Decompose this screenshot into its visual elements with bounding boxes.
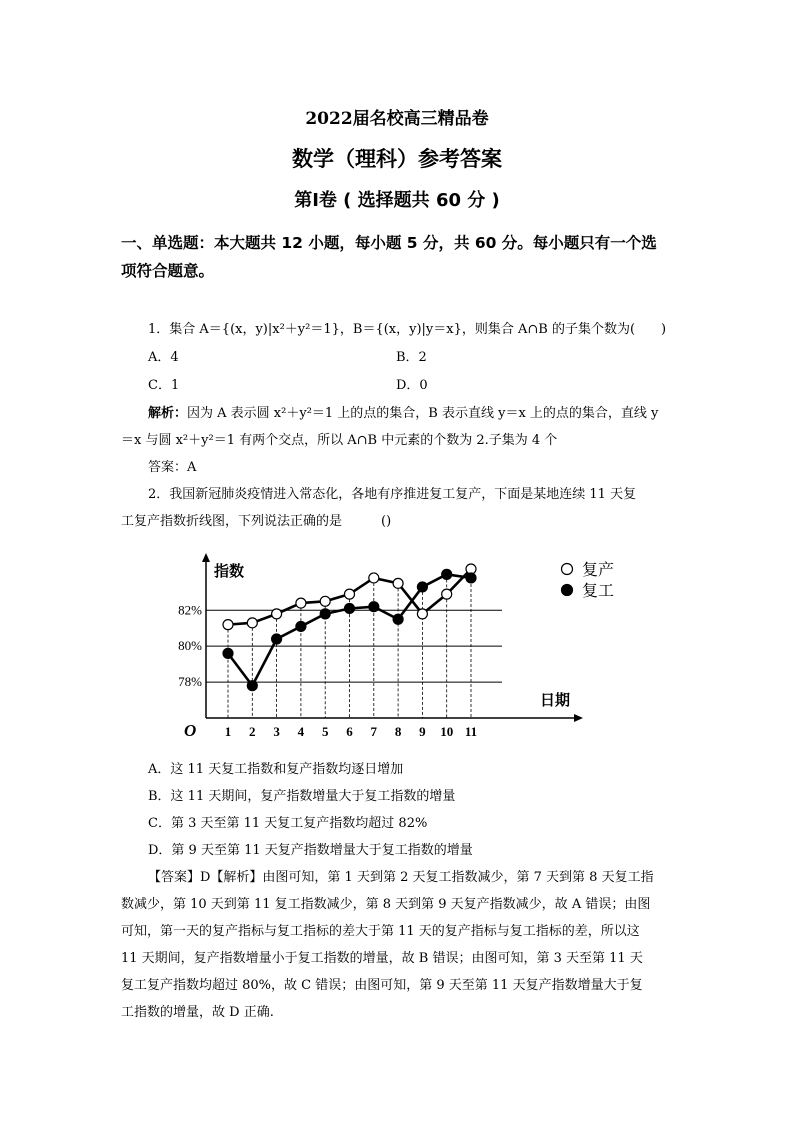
origin-label: O (184, 721, 197, 740)
fuchan-point-4 (296, 598, 306, 608)
x-tick-label-8: 8 (394, 724, 402, 739)
part-title: 第Ⅰ卷 ( 选择题共 60 分 ) (294, 190, 500, 211)
fugong-point-7 (369, 602, 379, 612)
fugong-point-2 (247, 681, 257, 691)
x-tick-label-6: 6 (346, 724, 353, 739)
x-tick-label-5: 5 (321, 724, 329, 739)
q2-explanation-line6: 工指数的增量，故 D 正确. (121, 1005, 274, 1020)
legend-label-fuchan: 复产 (582, 562, 615, 579)
q2-explanation-line3: 可知，第一天的复产指标与复工指标的差大于第 11 天的复产指标与复工指标的差，所以这 (121, 924, 640, 939)
x-tick-label-2: 2 (249, 724, 256, 739)
fuchan-point-10 (442, 589, 452, 599)
x-tick-label-9: 9 (419, 724, 426, 739)
section-heading-line1: 一、单选题：本大题共 12 小题，每小题 5 分，共 60 分。每小题只有一个选 (121, 234, 657, 252)
q2-stem-line2: 工复产指数折线图，下列说法正确的是 () (121, 514, 392, 529)
fuchan-point-8 (393, 578, 403, 588)
fugong-point-10 (442, 569, 452, 579)
fugong-point-6 (345, 603, 355, 613)
x-axis-label: 日期 (540, 693, 571, 709)
fugong-point-4 (296, 621, 306, 631)
q2-explanation-line1: 【答案】D【解析】由图可知，第 1 天到第 2 天复工指数减少，第 7 天到第 8 天复工指 (148, 870, 654, 885)
q2-stem-line1: 2．我国新冠肺炎疫情进入常态化，各地有序推进复工复产，下面是某地连续 11 天复 (148, 487, 637, 502)
fuchan-point-2 (247, 618, 257, 628)
q2-explanation-line5: 复工复产指数均超过 80%，故 C 错误；由图可知，第 9 天至第 11 天复产指数增量大于复 (121, 978, 643, 993)
fuchan-point-3 (272, 609, 282, 619)
q2-option-a: A．这 11 天复工指数和复产指数均逐日增加 (148, 762, 404, 777)
fugong-point-1 (223, 648, 233, 658)
x-tick-label-1: 1 (224, 724, 232, 739)
legend-marker-fuchan (562, 564, 573, 575)
q1-option-d: D．0 (396, 378, 428, 393)
q1-analysis-label: 解析： (148, 406, 188, 421)
x-tick-label-7: 7 (370, 724, 378, 739)
fuchan-point-5 (320, 596, 330, 606)
exam-title: 2022届名校高三精品卷 (305, 109, 489, 129)
q2-option-b: B．这 11 天期间，复产指数增量大于复工指数的增量 (148, 789, 456, 804)
y-tick-label-82: 82% (178, 602, 202, 618)
x-tick-label-10: 10 (440, 724, 454, 739)
fugong-point-11 (466, 573, 476, 583)
fuchan-point-1 (223, 620, 233, 630)
fuchan-point-9 (417, 609, 427, 619)
x-tick-label-4: 4 (297, 724, 305, 739)
x-tick-label-11: 11 (464, 724, 478, 739)
fuchan-point-6 (345, 589, 355, 599)
fuchan-point-7 (369, 573, 379, 583)
fugong-point-5 (320, 609, 330, 619)
q2-explanation-line4: 11 天期间，复产指数增量小于复工指数的增量，故 B 错误；由图可知，第 3 天至第 11 天 (121, 951, 643, 966)
legend-label-fugong: 复工 (582, 583, 615, 600)
q1-analysis-line1 (148, 402, 658, 421)
q1-option-c: C．1 (148, 378, 180, 393)
legend-marker-fugong (562, 585, 573, 596)
y-tick-label-80: 80% (178, 638, 202, 654)
q1-option-a: A．4 (148, 350, 179, 365)
q1-answer: 答案：A (148, 460, 197, 475)
y-axis-label: 指数 (214, 564, 245, 580)
fugong-point-8 (393, 614, 403, 624)
section-heading-line2: 项符合题意。 (121, 262, 215, 280)
q2-option-c: C．第 3 天至第 11 天复工复产指数均超过 82% (148, 816, 428, 831)
answer-subtitle: 数学（理科）参考答案 (292, 146, 502, 171)
q1-analysis-line2: ＝x 与圆 x²＋y²＝1 有两个交点，所以 A∩B 中元素的个数为 2.子集为 4 个 (121, 433, 558, 448)
q1-option-b: B．2 (396, 350, 427, 365)
y-axis-arrow (202, 553, 210, 562)
q2-option-d: D．第 9 天至第 11 天复产指数增量大于复工指数的增量 (148, 843, 473, 858)
fugong-point-9 (417, 582, 427, 592)
fugong-point-3 (272, 634, 282, 644)
q1-analysis-text: 因为 A 表示圆 x²＋y²＝1 上的点的集合，B 表示直线 y＝x 上的点的集合，直线 y (187, 406, 659, 421)
y-tick-label-78: 78% (178, 674, 202, 690)
q2-explanation-line2: 数减少，第 10 天到第 11 复工指数减少，第 8 天到第 9 天复产指数减少，故 A 错误；由图 (121, 897, 651, 912)
line-chart (170, 550, 630, 750)
q1-stem: 1．集合 A＝{(x，y)|x²＋y²＝1}，B＝{(x，y)|y＝x}，则集合 A∩B 的子集个数为( ) (148, 322, 667, 337)
x-axis-arrow (574, 714, 583, 722)
x-tick-label-3: 3 (273, 724, 280, 739)
